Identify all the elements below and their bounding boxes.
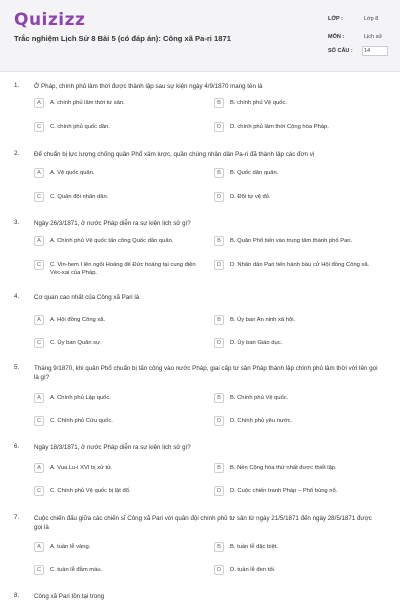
option-letter-box: B	[214, 542, 224, 552]
option-text: A. Vua Lu-i XVI bị xử tử.	[50, 465, 113, 471]
question-number: 2.	[14, 150, 20, 157]
option-letter-box: C	[34, 122, 44, 132]
option-b[interactable]	[214, 315, 384, 329]
option-c[interactable]	[34, 122, 204, 136]
option-letter-box: A	[34, 168, 44, 178]
option-letter-box: D	[214, 338, 224, 348]
option-text: C. Chính phủ Cứu quốc.	[50, 418, 113, 424]
option-d[interactable]	[214, 122, 384, 136]
option-text: C. Chính phủ Vệ quốc bị lật đổ.	[50, 488, 131, 494]
option-letter-box: A	[34, 315, 44, 325]
option-text: D. tuần lễ đen tối.	[230, 567, 276, 573]
question-text: Tháng 9/1870, khi quân Phổ chuẩn bị tấn công vào nước Pháp, giai cấp tư sản Pháp thành lập chính phủ lâm thời với tên gọi là gì?	[34, 365, 378, 381]
count-value: 14	[364, 48, 371, 54]
option-text: D. Ủy ban Giáo dục.	[230, 340, 283, 346]
option-text: A. Chính phủ Vệ quốc tấn công Quốc dân quân.	[50, 238, 174, 244]
quizizz-logo: Quizizz	[14, 10, 86, 30]
option-a[interactable]	[34, 315, 204, 329]
question-number: 6.	[14, 443, 20, 450]
class-value: Lớp 8	[364, 16, 379, 22]
option-letter-box: A	[34, 236, 44, 246]
quiz-header	[0, 0, 400, 72]
option-b[interactable]	[214, 98, 384, 112]
option-b[interactable]	[214, 236, 384, 250]
option-c[interactable]	[34, 565, 204, 579]
question-number: 5.	[14, 364, 20, 371]
option-letter-box: D	[214, 192, 224, 202]
option-c[interactable]	[34, 260, 204, 282]
option-b[interactable]	[214, 542, 384, 556]
option-b[interactable]	[214, 463, 384, 477]
option-a[interactable]	[34, 98, 204, 112]
option-letter-box: D	[214, 486, 224, 496]
option-letter-box: C	[34, 565, 44, 575]
option-letter-box: B	[214, 98, 224, 108]
option-letter-box: D	[214, 416, 224, 426]
option-d[interactable]	[214, 192, 384, 206]
option-text: A. chính phủ lâm thời tư sản.	[50, 100, 125, 106]
option-text: D. chính phủ lâm thời Cộng hòa Pháp.	[230, 124, 329, 130]
option-text: B. Ủy ban An ninh xã hội.	[230, 317, 296, 323]
subject-value: Lịch sử	[364, 34, 383, 40]
question-number: 1.	[14, 82, 20, 89]
option-text: B. Nền Cộng hòa thứ nhất được thiết lập.	[230, 465, 337, 471]
option-letter-box: A	[34, 393, 44, 403]
option-letter-box: A	[34, 463, 44, 473]
count-label: SỐ CÂU :	[328, 48, 353, 54]
option-letter-box: C	[34, 192, 44, 202]
option-text: D. Đội tự vệ đỏ.	[230, 194, 271, 200]
option-text: A. Chính phủ Lập quốc.	[50, 395, 111, 401]
option-b[interactable]	[214, 168, 384, 182]
question-text: Ngày 26/3/1871, ở nước Pháp diễn ra sự kiện lịch sử gì?	[34, 220, 191, 227]
option-letter-box: D	[214, 122, 224, 132]
option-c[interactable]	[34, 338, 204, 352]
option-c[interactable]	[34, 486, 204, 500]
subject-label: MÔN :	[328, 34, 345, 40]
option-letter-box: C	[34, 338, 44, 348]
option-text: C. chính phủ quốc dân.	[50, 124, 110, 130]
question-text: Cơ quan cao nhất của Công xã Pari là	[34, 294, 140, 301]
option-text: D. Cuộc chiến tranh Pháp – Phổ bùng nổ.	[230, 488, 338, 494]
option-c[interactable]	[34, 192, 204, 206]
option-letter-box: B	[214, 315, 224, 325]
option-text: C. Vin-hem I lên ngôi Hoàng đế Đức hoàng tại cung điện Véc-xai của Pháp.	[50, 262, 196, 276]
option-letter-box: C	[34, 260, 44, 270]
question-text: Cuộc chiến đấu giữa các chiến sĩ Công xã Pari với quân đội chính phủ tư sản từ ngày 21/5/1871 đến ngày 28/5/1871 được gọi là	[34, 515, 372, 531]
option-letter-box: A	[34, 542, 44, 552]
option-text: C. Quân đội nhân dân.	[50, 194, 109, 200]
option-a[interactable]	[34, 463, 204, 477]
option-text: B. Chính phủ Vệ quốc.	[230, 395, 289, 401]
question-number: 8.	[14, 592, 20, 599]
option-a[interactable]	[34, 168, 204, 182]
option-text: B. Quân Phổ tiến vào trung tâm thành phố Pari.	[230, 238, 353, 244]
option-d[interactable]	[214, 338, 384, 352]
option-text: C. Ủy ban Quân sự.	[50, 340, 102, 346]
option-text: B. chính phủ Vệ quốc.	[230, 100, 288, 106]
option-letter-box: B	[214, 463, 224, 473]
question-text: Công xã Pari tồn tại trong	[34, 593, 105, 600]
option-text: A. Vệ quốc quân.	[50, 170, 95, 176]
option-letter-box: D	[214, 565, 224, 575]
option-text: D. Chính phủ yêu nước.	[230, 418, 293, 424]
option-a[interactable]	[34, 542, 204, 556]
option-d[interactable]	[214, 486, 384, 500]
option-a[interactable]	[34, 236, 204, 250]
question-number: 7.	[14, 514, 20, 521]
option-text: A. Hội đồng Công xã.	[50, 317, 106, 323]
option-letter-box: D	[214, 260, 224, 270]
question-text: Ngày 18/3/1871, ở nước Pháp diễn ra sự kiện lịch sử gì?	[34, 444, 191, 451]
question-text: Để chuẩn bị lực lượng chống quân Phổ xâm lược, quần chúng nhân dân Pa-ri đã thành lập các đơn vị	[34, 151, 315, 158]
quiz-title: Trắc nghiệm Lịch Sử 8 Bài 5 (có đáp án): Công xã Pa-ri 1871	[14, 34, 231, 43]
option-letter-box: B	[214, 393, 224, 403]
option-d[interactable]	[214, 416, 384, 430]
option-letter-box: A	[34, 98, 44, 108]
option-a[interactable]	[34, 393, 204, 407]
option-text: C. tuần lễ đẫm máu.	[50, 567, 103, 573]
question-number: 4.	[14, 293, 20, 300]
option-letter-box: B	[214, 236, 224, 246]
question-number: 3.	[14, 219, 20, 226]
option-text: D. Nhân dân Pari tiến hành bầu cử Hội đồng Công xã.	[230, 262, 370, 268]
option-text: B. tuần lễ đặc biệt.	[230, 544, 279, 550]
option-d[interactable]	[214, 260, 384, 282]
class-label: LỚP :	[328, 16, 343, 22]
option-text: B. Quốc dân quân.	[230, 170, 279, 176]
option-b[interactable]	[214, 393, 384, 407]
option-letter-box: C	[34, 416, 44, 426]
option-d[interactable]	[214, 565, 384, 579]
option-letter-box: C	[34, 486, 44, 496]
option-c[interactable]	[34, 416, 204, 430]
option-letter-box: B	[214, 168, 224, 178]
option-text: A. tuần lễ vàng.	[50, 544, 91, 550]
question-text: Ở Pháp, chính phủ lâm thời được thành lập sau sự kiện ngày 4/9/1870 mang tên là	[34, 83, 263, 90]
